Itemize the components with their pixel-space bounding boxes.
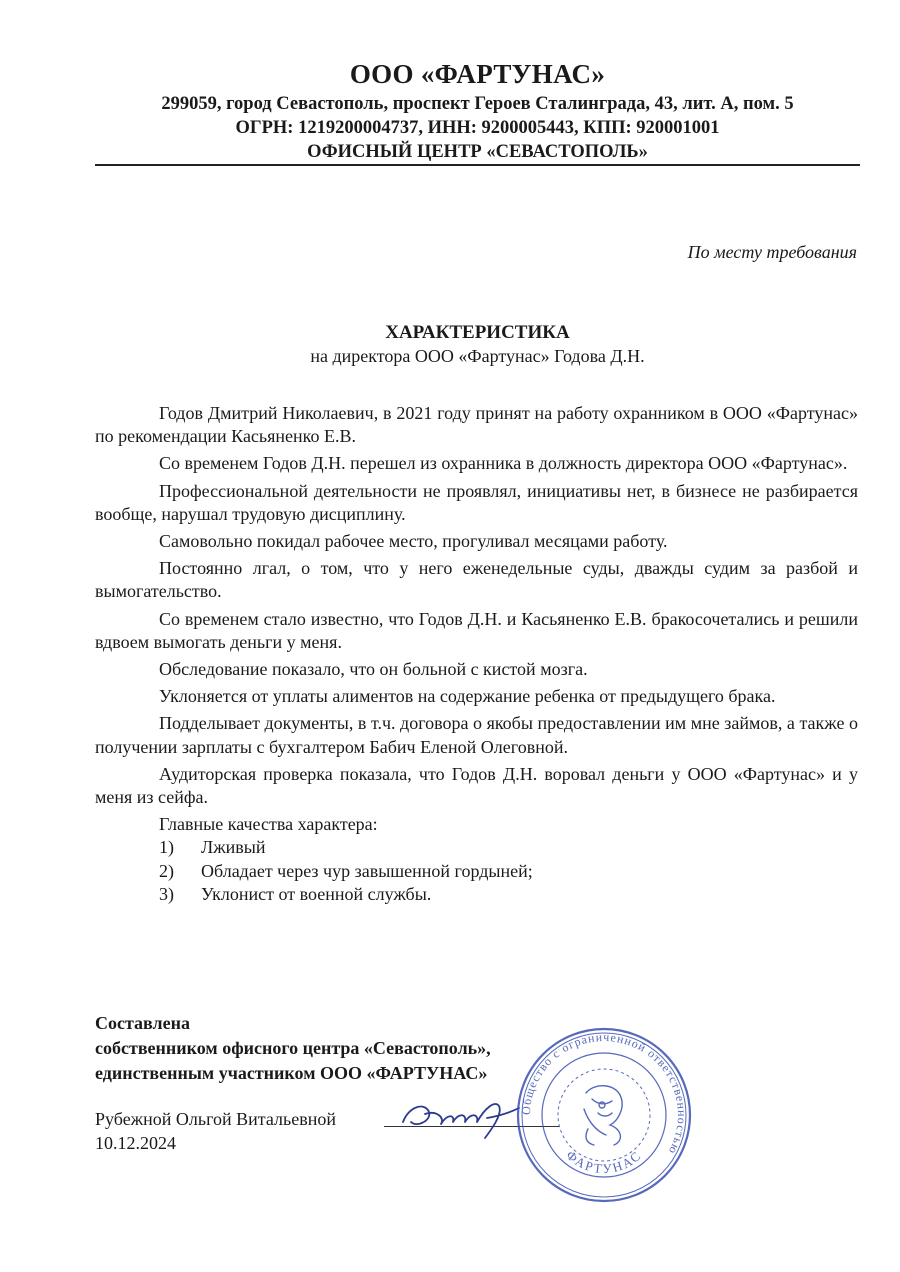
list-number: 1) [159,837,174,858]
seal-outer-text: Общество с ограниченной ответственностью [518,1029,690,1158]
compiled-by-line: единственным участником ООО «ФАРТУНАС» [95,1063,488,1083]
qualities-heading: Главные качества характера: [159,814,378,835]
body-paragraph: Профессиональной деятельности не проявлял, инициативы нет, в бизнесе не разбирается вообще, нарушал трудовую дисциплину. [95,480,858,524]
list-number: 2) [159,860,174,881]
document-title: ХАРАКТЕРИСТИКА [385,322,570,343]
document-subtitle: на директора ООО «Фартунас» Годова Д.Н. [310,346,645,366]
list-text: Уклонист от военной службы. [201,883,432,904]
list-text: Обладает через чур завышенной гордыней; [201,860,533,881]
body-paragraph: Со временем стало известно, что Годов Д.Н. и Касьяненко Е.В. бракосочетались и решили вдвоем вымогать деньги у меня. [95,608,858,652]
letterhead-divider [95,164,860,166]
seal-inner-text: ФАРТУНАС [563,1147,645,1177]
office-name: ОФИСНЫЙ ЦЕНТР «СЕВАСТОПОЛЬ» [307,142,648,162]
list-item [95,860,858,883]
svg-text:Общество с ограниченной ответс [519,1030,689,1157]
list-text: Лживый [201,837,266,858]
company-address: 299059, город Севастополь, проспект Героев Сталинграда, 43, лит. А, пом. 5 [161,94,794,114]
compiled-by-line: собственником офисного центра «Севастополь», [95,1038,491,1058]
addressee: По месту требования [687,242,857,262]
body-paragraph: Годов Дмитрий Николаевич, в 2021 году принят на работу охранником в ООО «Фартунас» по рекомендации Касьяненко Е.В. [95,403,858,447]
body-paragraph: Обследование показало, что он больной с кистой мозга. [159,659,588,680]
body-paragraph: Со временем Годов Д.Н. перешел из охранника в должность директора ООО «Фартунас». [159,453,848,474]
qualities-list [95,836,858,906]
list-item [95,836,858,859]
document-date: 10.12.2024 [95,1133,176,1153]
body-paragraph: Постоянно лгал, о том, что у него еженедельные суды, дважды судим за разбой и вымогательство. [95,558,858,602]
body-paragraph: Подделывает документы, в т.ч. договора о якобы предоставлении им мне займов, а также о получении зарплаты с бухгалтером Бабич Еленой Олеговной. [95,713,858,757]
document-body [95,402,858,906]
compiled-by-line: Составлена [95,1013,190,1033]
signer-name: Рубежной Ольгой Витальевной [95,1109,336,1129]
handwritten-signature [395,1088,525,1148]
body-paragraph: Аудиторская проверка показала, что Годов Д.Н. воровал деньги у ООО «Фартунас» и у меня из сейфа. [95,763,858,808]
body-paragraph: Уклоняется от уплаты алиментов на содержание ребенка от предыдущего брака. [159,686,776,707]
company-seal [514,1025,694,1205]
body-paragraph: Самовольно покидал рабочее место, прогуливал месяцами работу. [159,531,668,552]
company-name: ООО «ФАРТУНАС» [349,59,606,89]
seal-emblem [584,1086,622,1145]
letterhead [95,56,860,164]
list-item [95,883,858,906]
company-registration: ОГРН: 1219200004737, ИНН: 9200005443, КПП: 920001001 [235,118,720,138]
list-number: 3) [159,883,174,904]
svg-text:ФАРТУНАС [563,1147,644,1176]
